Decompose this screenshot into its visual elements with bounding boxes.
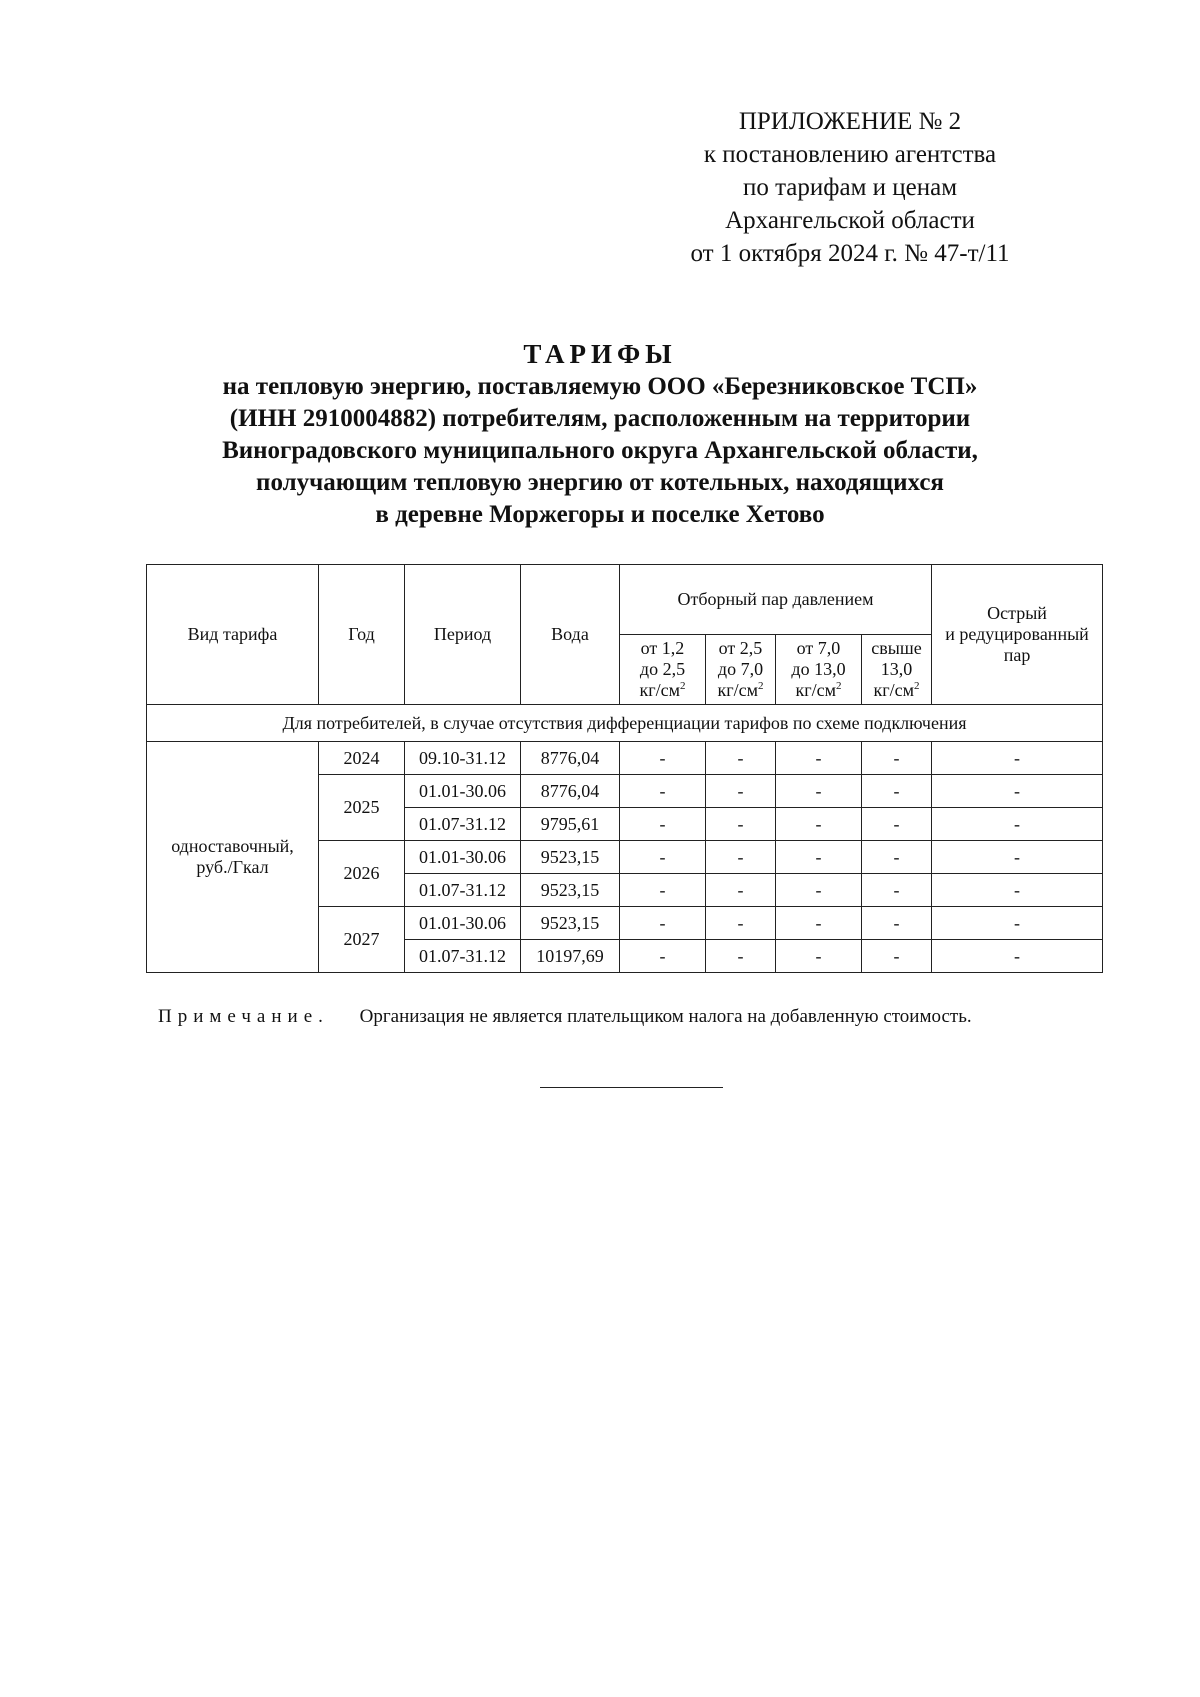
steam-cell: - — [620, 874, 706, 907]
header-row — [147, 565, 1103, 635]
steam-cell: - — [620, 775, 706, 808]
header-period: Период — [405, 565, 521, 705]
period-cell: 01.07-31.12 — [405, 808, 521, 841]
header-steam-group: Отборный пар давлением — [620, 565, 932, 635]
year-cell: 2025 — [319, 775, 405, 841]
steam-cell: - — [862, 907, 932, 940]
header-line — [709, 680, 772, 701]
tariff-type-line: руб./Гкал — [196, 857, 269, 877]
steam-cell: - — [776, 841, 862, 874]
period-cell: 01.01-30.06 — [405, 841, 521, 874]
sharp-steam-cell: - — [932, 907, 1103, 940]
header-line: и редуцированный — [945, 624, 1089, 644]
header-line: до 2,5 — [639, 659, 686, 679]
period-cell: 09.10-31.12 — [405, 742, 521, 775]
steam-cell: - — [706, 775, 776, 808]
steam-cell: - — [776, 775, 862, 808]
header-line: до 13,0 — [791, 659, 846, 679]
header-tariff-type: Вид тарифа — [147, 565, 319, 705]
note — [158, 1006, 972, 1028]
steam-cell: - — [862, 775, 932, 808]
water-cell: 8776,04 — [521, 775, 620, 808]
appendix-line: к постановлению агентства — [703, 141, 997, 168]
steam-cell: - — [776, 874, 862, 907]
water-cell: 8776,04 — [521, 742, 620, 775]
period-cell: 01.07-31.12 — [405, 874, 521, 907]
steam-cell: - — [706, 808, 776, 841]
closing-rule — [540, 1087, 723, 1088]
steam-cell: - — [620, 808, 706, 841]
header-steam-1 — [620, 635, 706, 705]
header-line: пар — [1003, 645, 1031, 665]
appendix-line: по тарифам и ценам — [742, 174, 958, 201]
period-cell: 01.01-30.06 — [405, 907, 521, 940]
steam-cell: - — [776, 808, 862, 841]
year-cell: 2026 — [319, 841, 405, 907]
title-line: (ИНН 2910004882) потребителям, расположенным на территории — [229, 405, 971, 432]
steam-cell: - — [776, 907, 862, 940]
appendix-block — [640, 105, 1060, 270]
document-title — [150, 337, 1050, 531]
section-row — [147, 705, 1103, 742]
period-cell: 01.01-30.06 — [405, 775, 521, 808]
note-text: Организация не является плательщиком налога на добавленную стоимость. — [359, 1006, 972, 1027]
steam-cell: - — [706, 841, 776, 874]
steam-cell: - — [776, 940, 862, 973]
header-steam-2 — [706, 635, 776, 705]
header-line: до 7,0 — [717, 659, 764, 679]
steam-cell: - — [620, 940, 706, 973]
steam-cell: - — [862, 940, 932, 973]
header-line — [623, 680, 702, 701]
section-heading: Для потребителей, в случае отсутствия дифференциации тарифов по схеме подключения — [147, 705, 1103, 742]
header-steam-3 — [776, 635, 862, 705]
sharp-steam-cell: - — [932, 775, 1103, 808]
tariffs-table — [146, 564, 1103, 973]
tariff-type-line: одноставочный, — [171, 836, 294, 856]
steam-cell: - — [776, 742, 862, 775]
water-cell: 10197,69 — [521, 940, 620, 973]
title-line: получающим тепловую энергию от котельных, находящихся — [256, 469, 944, 496]
steam-cell: - — [706, 907, 776, 940]
steam-cell: - — [862, 808, 932, 841]
sharp-steam-cell: - — [932, 742, 1103, 775]
sharp-steam-cell: - — [932, 874, 1103, 907]
tariff-type-cell — [147, 742, 319, 973]
sharp-steam-cell: - — [932, 841, 1103, 874]
title-line: в деревне Моржегоры и поселке Хетово — [375, 501, 825, 528]
steam-cell: - — [620, 907, 706, 940]
header-line — [779, 680, 858, 701]
steam-cell: - — [862, 841, 932, 874]
note-label: Примечание. — [158, 1006, 329, 1027]
title-main: ТАРИФЫ — [523, 339, 677, 369]
water-cell: 9523,15 — [521, 874, 620, 907]
water-cell: 9795,61 — [521, 808, 620, 841]
sharp-steam-cell: - — [932, 808, 1103, 841]
header-line: 13,0 — [880, 659, 913, 679]
header-year: Год — [319, 565, 405, 705]
appendix-number: ПРИЛОЖЕНИЕ № 2 — [738, 108, 962, 135]
year-cell: 2027 — [319, 907, 405, 973]
header-line — [865, 680, 928, 701]
steam-cell: - — [706, 940, 776, 973]
header-line: свыше — [871, 638, 922, 658]
steam-cell: - — [862, 742, 932, 775]
header-line: от 1,2 — [640, 638, 685, 658]
header-line: от 7,0 — [796, 638, 841, 658]
title-line: на тепловую энергию, поставляемую ООО «Березниковское ТСП» — [222, 373, 978, 400]
unit-superscript: 2 — [914, 680, 920, 692]
header-line: от 2,5 — [718, 638, 763, 658]
unit-superscript: 2 — [680, 680, 686, 692]
year-cell: 2024 — [319, 742, 405, 775]
header-water: Вода — [521, 565, 620, 705]
steam-cell: - — [620, 841, 706, 874]
appendix-line: Архангельской области — [725, 207, 975, 234]
unit-superscript: 2 — [836, 680, 842, 692]
steam-cell: - — [620, 742, 706, 775]
water-cell: 9523,15 — [521, 841, 620, 874]
unit-text: кг/см — [873, 680, 915, 700]
header-line: Острый — [987, 603, 1047, 623]
water-cell: 9523,15 — [521, 907, 620, 940]
table-row — [147, 742, 1103, 775]
title-line: Виноградовского муниципального округа Архангельской области, — [222, 437, 978, 464]
unit-text: кг/см — [639, 680, 680, 700]
header-sharp-steam — [932, 565, 1103, 705]
header-steam-4 — [862, 635, 932, 705]
steam-cell: - — [706, 874, 776, 907]
steam-cell: - — [706, 742, 776, 775]
steam-cell: - — [862, 874, 932, 907]
appendix-date: от 1 октября 2024 г. № 47-т/11 — [690, 240, 1010, 267]
unit-superscript: 2 — [758, 680, 764, 692]
period-cell: 01.07-31.12 — [405, 940, 521, 973]
sharp-steam-cell: - — [932, 940, 1103, 973]
unit-text: кг/см — [717, 680, 758, 700]
unit-text: кг/см — [795, 680, 836, 700]
